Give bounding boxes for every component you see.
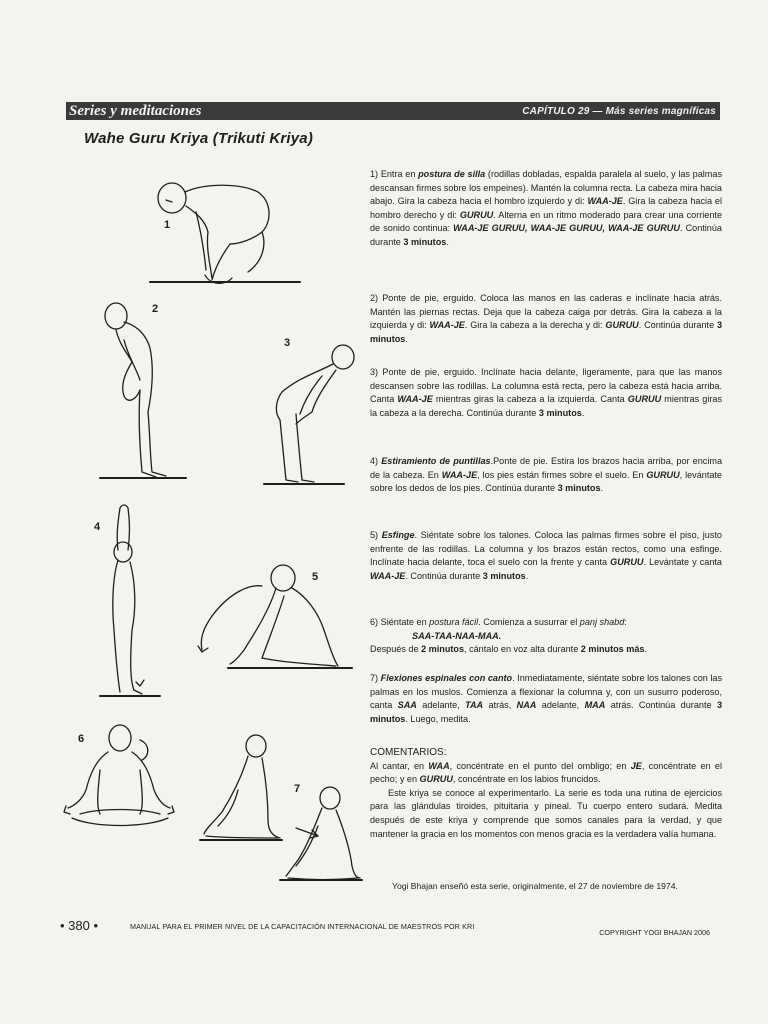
comments-section — [370, 746, 722, 841]
figure-7-label: 7 — [294, 783, 301, 795]
figure-5-sphinx — [198, 565, 352, 668]
step-4: 4) Estiramiento de puntillas.Ponte de pie. Estira los brazos hacia arriba, por encima de la cabeza. En WAA-JE, los pies están firmes sobre el suelo. En GURUU, levántate sobre los dedos de los pies. Continúa durante 3 minutos. — [370, 456, 722, 494]
step-1: 1) Entra en postura de silla (rodillas dobladas, espalda paralela al suelo, y las palmas descansan firmes sobre los empeines). Mantén la columna recta. La cabeza mira hacia abajo. Gira la cabeza hacia el hombro izquierdo y di: WAA-JE. Gira la cabeza hacia el hombro derecho y di: GURUU. Alterna en un ritmo moderado para crear una corriente de sonido continua: WAA-JE GURUU, WAA-JE GURUU, WAA-JE GURUU. Continúa durante 3 minutos. — [370, 169, 722, 247]
step-2: 2) Ponte de pie, erguido. Coloca las manos en las caderas e inclínate hacia atrás. Mantén las piernas rectas. Deja que la cabeza caiga por detrás. Gira la cabeza a la izquierda y di: WAA-JE. Gira la cabeza a la derecha y di: GURUU. Continúa durante 3 minutos. — [370, 293, 723, 344]
comments-heading: COMENTARIOS: — [370, 747, 447, 758]
figure-5-label: 5 — [312, 571, 319, 583]
panj-shabd-mantra: SAA-TAA-NAA-MAA. — [412, 630, 502, 641]
kriya-title: Wahe Guru Kriya (Trikuti Kriya) — [84, 130, 314, 147]
teaching-credit: Yogi Bhajan enseñó esta serie, originalmente, el 27 de noviembre de 1974. — [392, 881, 678, 891]
figure-4-label: 4 — [94, 521, 101, 533]
section-title: Series y meditaciones — [69, 102, 202, 119]
figure-3-forward-lean — [264, 345, 354, 484]
figure-2-back-bend — [100, 303, 186, 478]
chapter-title: CAPÍTULO 29 — Más series magníficas — [522, 105, 716, 117]
figure-3-label: 3 — [284, 337, 291, 349]
comments-paragraph-2: Este kriya se conoce al experimentarlo. La serie es toda una rutina de ejercicios para las glándulas tiroides, pituitaria y pineal. Tu cuerpo entero sudará. Medita después de este kriya y comprende que somos canales para la verdad, y que mantener la gracia en los momentos con menos gracia es la verdadera valía humana. — [370, 787, 722, 839]
figure-7-kneeling-upright — [200, 735, 282, 840]
step-3: 3) Ponte de pie, erguido. Inclínate hacia delante, ligeramente, para que las manos descansen sobre las rodillas. La columna está recta, pero la cabeza está hacia arriba. Canta WAA-JE mientras giras la cabeza a la izquierda. Canta GURUU mientras giras la cabeza a la derecha. Continúa durante 3 minutos. — [370, 367, 722, 418]
figure-4-tiptoe-stretch — [100, 505, 160, 696]
figure-2-label: 2 — [152, 303, 159, 315]
step-7: 7) Flexiones espinales con canto. Inmediatamente, siéntate sobre los talones con las palmas en los muslos. Comienza a flexionar la columna y, con un susurro poderoso, canta SAA adelante, TAA atrás, NAA adelante, MAA atrás. Continúa durante 3 minutos. Luego, medita. — [370, 673, 722, 724]
figure-6-label: 6 — [78, 733, 85, 745]
comments-paragraph-1: Al cantar, en WAA, concéntrate en el punto del ombligo; en JE, concéntrate en el pecho; y en GURUU, concéntrate en los labios fruncidos. — [370, 760, 722, 785]
figure-1-label: 1 — [164, 219, 171, 231]
manual-title: MANUAL PARA EL PRIMER NIVEL DE LA CAPACITACIÓN INTERNACIONAL DE MAESTROS POR KRI — [130, 922, 475, 931]
page-footer — [60, 918, 710, 937]
step-5: 5) Esfinge. Siéntate sobre los talones. Coloca las palmas firmes sobre el piso, justo enfrente de las rodillas. La columna y los brazos están rectos, como una esfinge. Inclínate hacia delante, toca el suelo con la frente y canta GURUU. Levántate y canta WAA-JE. Continúa durante 3 minutos. — [370, 530, 722, 581]
posture-illustrations — [0, 0, 370, 900]
figure-1-chair-pose — [150, 183, 300, 283]
figure-7-spinal-flex — [280, 787, 362, 880]
page-number: • 380 • — [60, 918, 99, 933]
copyright: COPYRIGHT YOGI BHAJAN 2006 — [599, 928, 710, 937]
step-6: 6) Siéntate en postura fácil. Comienza a susurrar el panj shabd: SAA-TAA-NAA-MAA. Después de 2 minutos, cántalo en voz alta durante 2 minutos más. — [370, 616, 722, 657]
